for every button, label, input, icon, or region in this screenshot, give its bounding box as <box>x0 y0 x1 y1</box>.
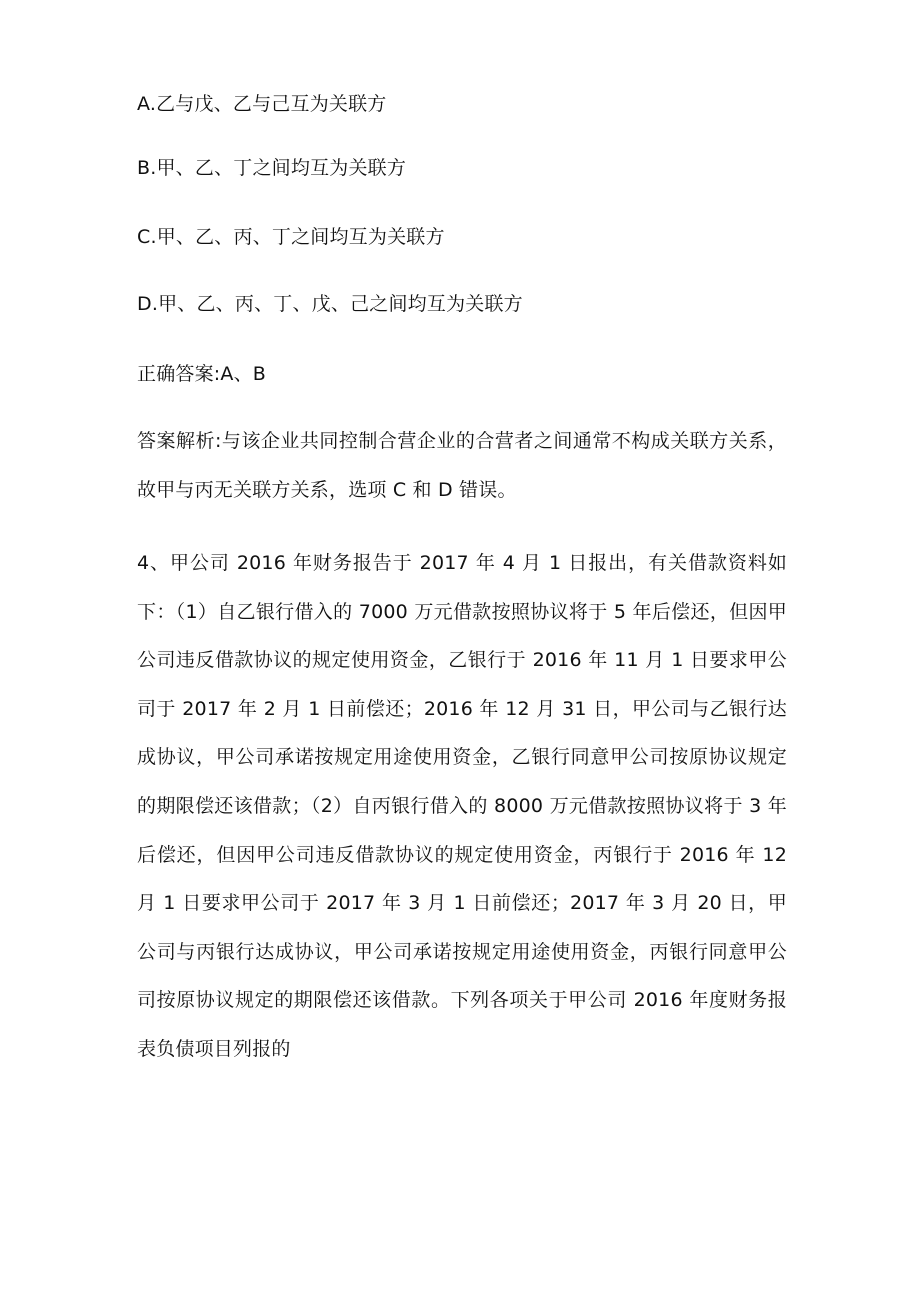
question-4-text: 4、甲公司 2016 年财务报告于 2017 年 4 月 1 日报出，有关借款资料如下：（1）自乙银行借入的 7000 万元借款按照协议将于 5 年后偿还，但因甲公司违反借款协议的规定使用资金，乙银行于 2016 年 11 月 1 日要求甲公司于 2017 年 2 月 1 日前偿还；2016 年 12 月 31 日，甲公司与乙银行达成协议，甲公司承诺按规定用途使用资金，乙银行同意甲公司按原协议规定的期限偿还该借款；（2）自丙银行借入的 8000 万元借款按照协议将于 3 年后偿还，但因甲公司违反借款协议的规定使用资金，丙银行于 2016 年 12 月 1 日要求甲公司于 2017 年 3 月 1 日前偿还；2017 年 3 月 20 日，甲公司与丙银行达成协议，甲公司承诺按规定用途使用资金，丙银行同意甲公司按原协议规定的期限偿还该借款。下列各项关于甲公司 2016 年度财务报表负债项目列报的 <box>137 552 787 1060</box>
answer-analysis: 答案解析:与该企业共同控制合营企业的合营者之间通常不构成关联方关系，故甲与丙无关联方关系，选项 C 和 D 错误。 <box>137 430 787 501</box>
correct-answer: 正确答案:A、B <box>137 363 267 385</box>
option-a: A.乙与戊、乙与己互为关联方 <box>137 93 387 115</box>
option-d: D.甲、乙、丙、丁、戊、己之间均互为关联方 <box>137 293 523 315</box>
option-b: B.甲、乙、丁之间均互为关联方 <box>137 157 407 179</box>
option-c: C.甲、乙、丙、丁之间均互为关联方 <box>137 226 445 248</box>
